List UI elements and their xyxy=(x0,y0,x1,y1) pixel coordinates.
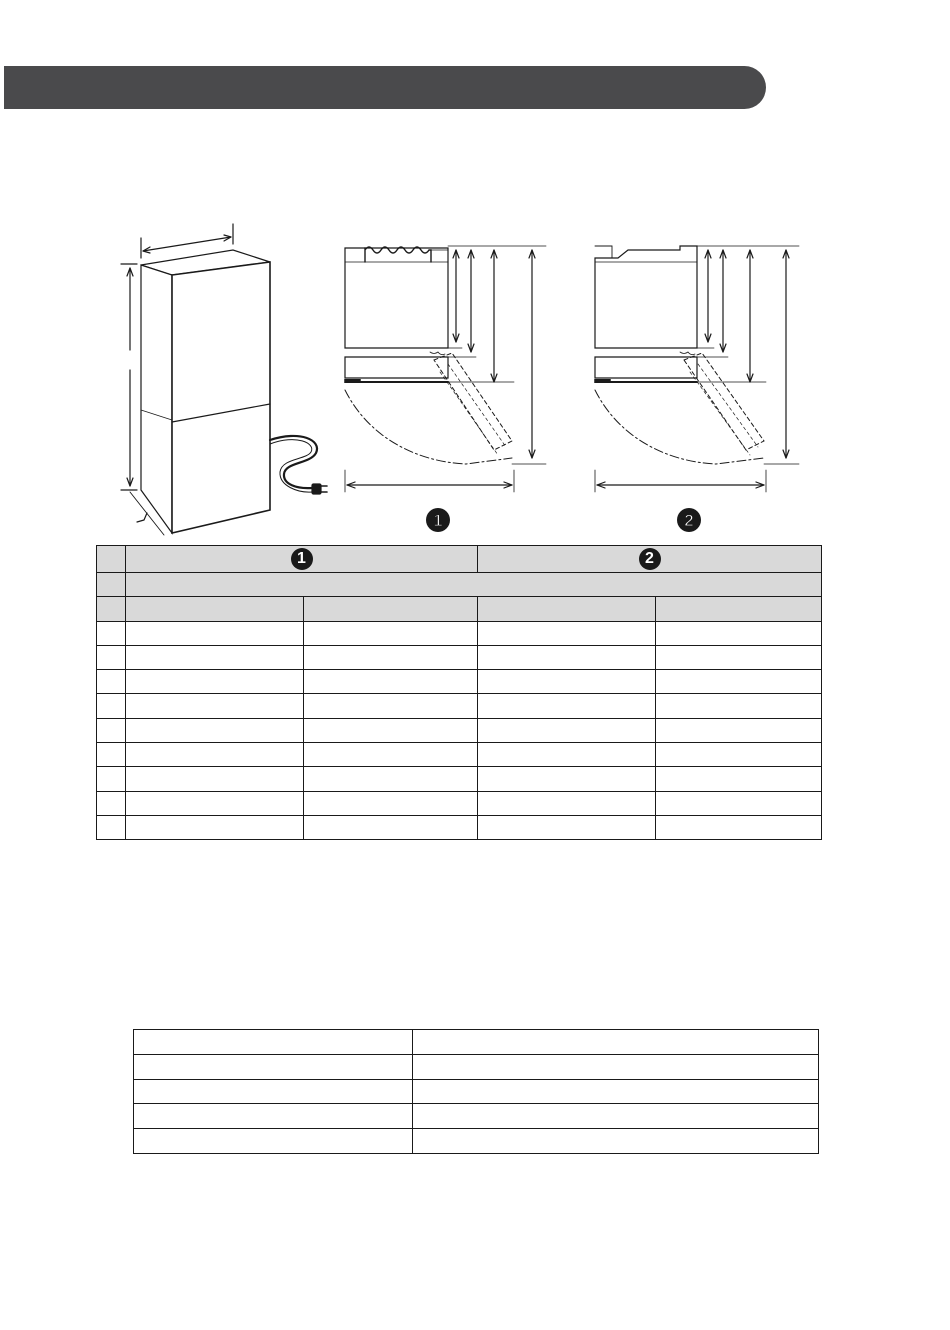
table-row xyxy=(97,694,822,718)
power-plug-icon xyxy=(312,484,327,494)
table-row xyxy=(134,1030,819,1055)
svg-text:1: 1 xyxy=(433,511,443,530)
table-row xyxy=(97,815,822,839)
table-row xyxy=(97,743,822,767)
model-1-badge: 1 xyxy=(291,548,313,570)
svg-text:2: 2 xyxy=(684,511,694,530)
table-subheader-row xyxy=(97,573,822,597)
table-row xyxy=(134,1054,819,1079)
table-header-row xyxy=(97,546,822,573)
model-1-header xyxy=(126,546,478,573)
model-2-badge: 2 xyxy=(639,548,661,570)
refrigerator-illustration xyxy=(121,224,317,535)
dimension-table xyxy=(96,545,822,840)
door-swing-diagram-2 xyxy=(595,246,799,492)
table-row xyxy=(134,1129,819,1154)
table-row xyxy=(97,670,822,694)
specification-table xyxy=(133,1029,819,1154)
table-row xyxy=(134,1104,819,1129)
section-header-bar xyxy=(4,66,766,109)
refrigerator-dimension-illustration xyxy=(0,200,950,540)
table-column-header-row xyxy=(97,597,822,621)
door-swing-diagram-1 xyxy=(345,246,546,492)
table-row xyxy=(97,791,822,815)
table-row xyxy=(134,1079,819,1104)
diagram-1-badge xyxy=(426,508,450,532)
table-row xyxy=(97,767,822,791)
table-row xyxy=(97,645,822,669)
model-2-header xyxy=(478,546,822,573)
table-row xyxy=(97,621,822,645)
table-row xyxy=(97,718,822,742)
diagram-2-badge xyxy=(677,508,701,532)
